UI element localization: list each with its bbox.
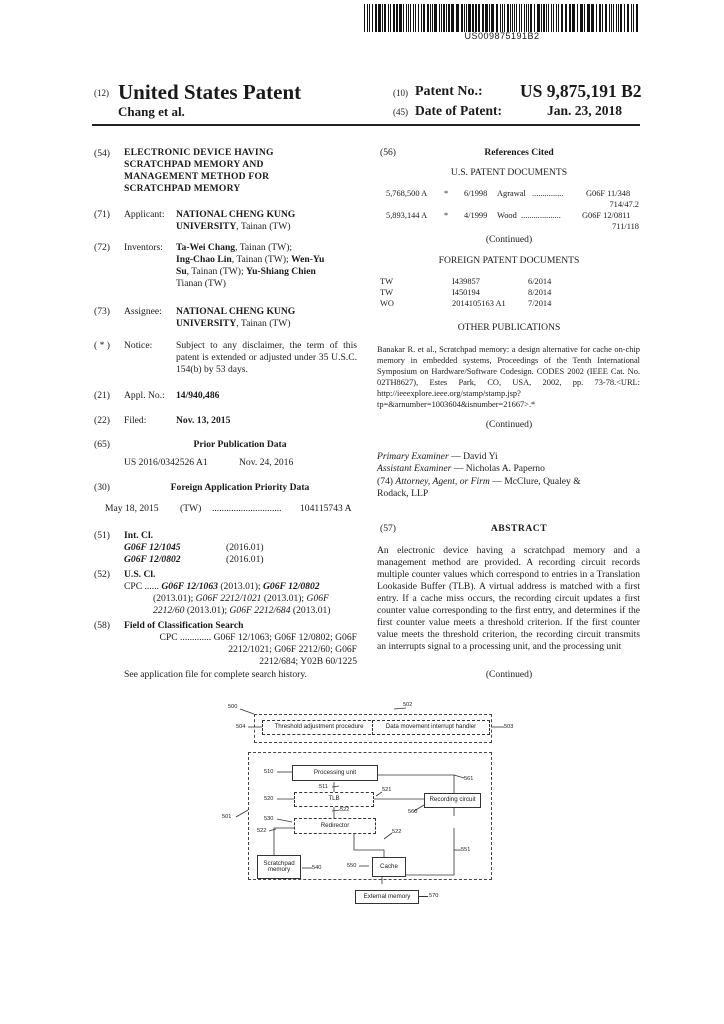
barcode-bar <box>485 4 488 32</box>
ref-name: Agrawal <box>497 189 526 198</box>
field-search-heading: Field of Classification Search <box>124 620 244 631</box>
foreign-number: I450194 <box>452 288 480 297</box>
patent-title <box>124 147 354 195</box>
barcode-bar <box>507 4 509 32</box>
barcode-bar <box>534 4 535 32</box>
other-pubs-text: Banakar R. et al., Scratchpad memory: a design alternative for cache on-chip memory in embedded systems, Proceedings of the Tenth International Symposium on Hardware/Software Codesign. CODES 2002 (IEEE Cat. No. 02TH8627), Estes Park, CO, USA, 2002, pp. 73-78.<URL: http://ieeexplore.ieee.org/stamp/stamp.jsp?tp=&arnumber=1003604&isnumber=21667>.* <box>377 345 640 409</box>
applicant-label: Applicant: <box>124 209 165 220</box>
ref-class: G06F 12/0811 <box>582 211 631 220</box>
data-movement-handler-box: Data movement interrupt handler <box>372 720 490 735</box>
barcode-bar <box>587 4 590 32</box>
barcode-bar <box>514 4 515 32</box>
ref-label: 511 <box>319 784 328 790</box>
barcode-bar <box>446 4 447 32</box>
barcode-bar <box>406 4 407 32</box>
barcode-bar <box>403 4 404 32</box>
cpc-version: (2013.01); <box>261 593 307 604</box>
field-search-note: See application file for complete search history. <box>124 669 307 680</box>
foreign-date: 8/2014 <box>528 288 552 297</box>
barcode-bar <box>461 4 463 32</box>
abstract-continued: (Continued) <box>485 669 533 680</box>
refs-code: (56) <box>380 147 396 158</box>
foreign-country: WO <box>380 299 394 308</box>
barcode-bar <box>410 4 411 32</box>
cpc-class: G06F 12/1063 <box>161 581 218 592</box>
appl-number: 14/940,486 <box>176 390 220 401</box>
barcode-bar <box>439 4 440 32</box>
barcode-bar <box>421 4 422 32</box>
filed-date: Nov. 13, 2015 <box>176 415 231 426</box>
ref-label: 551 <box>461 847 471 853</box>
date-of-patent-label: Date of Patent: <box>415 103 502 118</box>
barcode-bar <box>468 4 471 32</box>
barcode-bar <box>602 4 603 32</box>
title-code: (54) <box>94 148 110 159</box>
inventors <box>176 242 356 290</box>
notice-code: ( * ) <box>94 340 110 351</box>
attorney-label: Attorney, Agent, or Firm <box>395 476 490 487</box>
applicant-name-2: UNIVERSITY <box>176 221 237 232</box>
redirector-box: Redirector <box>294 818 376 834</box>
representative-figure <box>214 700 514 885</box>
cpc-class: G06F 2212/1021 <box>195 593 262 604</box>
barcode-bar <box>618 4 619 32</box>
abstract-code: (57) <box>380 523 396 534</box>
barcode-bar <box>580 4 583 32</box>
foreign-number: I439857 <box>452 277 480 286</box>
ref-date: 4/1999 <box>464 211 488 220</box>
code-45: (45) <box>393 107 408 117</box>
applicant-name-1: NATIONAL CHENG KUNG <box>176 209 296 220</box>
int-cl-class: G06F 12/0802 <box>124 554 181 565</box>
cpc-version: (2013.01); <box>217 581 263 592</box>
document-type: United States Patent <box>118 80 302 104</box>
foreign-priority-number: 104115743 A <box>300 503 352 514</box>
ref-label: 570 <box>429 893 439 899</box>
barcode-bar <box>565 4 567 32</box>
prior-pub-code: (65) <box>94 439 110 450</box>
ref-class: G06F 11/348 <box>586 189 631 198</box>
barcode-bar <box>636 4 638 32</box>
barcode-bar <box>546 4 547 32</box>
barcode-bar <box>613 4 614 32</box>
abstract-text: An electronic device having a scratchpad memory and a management method are provided. A recording circuit records multiple counter values which correspond to entries in a Translation Lookaside Buffer (TLB). A virtual address is matched with a first entry. If a cache miss occurs, the recording circuit updates a first counter value corresponding to the first entry, and determines if the first counter value meets a threshold criterion. If the first counter value meets the threshold criterion, the recording circuit transmits an interrupts signal to a processing unit, and the processing unit <box>377 545 640 652</box>
ref-label: 502 <box>403 702 413 708</box>
foreign-priority-dots: ............................. <box>212 503 282 514</box>
foreign-docs-heading: FOREIGN PATENT DOCUMENTS <box>438 255 580 266</box>
barcode-bars <box>364 4 640 32</box>
inventor-place: , Tainan (TW); <box>231 254 292 265</box>
applicant-code: (71) <box>94 209 110 220</box>
barcode-bar <box>396 4 398 32</box>
assignee-name-2: UNIVERSITY <box>176 318 237 329</box>
field-search-list <box>124 632 357 668</box>
cpc-class: G06F <box>306 593 329 604</box>
ref-label: 550 <box>347 863 357 869</box>
filed-code: (22) <box>94 415 110 426</box>
header-rule <box>92 124 640 126</box>
assistant-examiner-label: Assistant Examiner <box>377 463 452 474</box>
applicant-place: , Tainan (TW) <box>236 221 291 232</box>
ref-dots: ................... <box>521 211 561 220</box>
cpc-version: (2013.01); <box>153 593 196 604</box>
barcode-bar <box>541 4 542 32</box>
inventor-name: Yu-Shiang Chien <box>246 266 316 277</box>
barcode-bar <box>456 4 459 32</box>
inventor-place: , Tainan (TW); <box>186 266 247 277</box>
ref-label: 522 <box>257 828 267 834</box>
ref-label: 520 <box>264 796 274 802</box>
barcode-bar <box>384 4 386 32</box>
us-cl-heading: U.S. Cl. <box>124 569 156 580</box>
processing-unit-box: Processing unit <box>292 765 378 781</box>
int-cl-heading: Int. Cl. <box>124 530 154 541</box>
appl-code: (21) <box>94 390 110 401</box>
barcode-bar <box>427 4 429 32</box>
barcode-bar <box>448 4 450 32</box>
assignee-place: , Tainan (TW) <box>236 318 291 329</box>
kind-code-12: (12) <box>94 88 109 98</box>
title-line: SCRATCHPAD MEMORY AND <box>124 159 264 170</box>
cpc-class: G06F 12/0802 <box>262 581 320 592</box>
patent-number-label: Patent No.: <box>415 84 483 99</box>
barcode-bar <box>489 4 490 32</box>
barcode-bar <box>369 4 370 32</box>
ref-label: 500 <box>228 704 238 710</box>
barcode-bar <box>599 4 601 32</box>
ref-date: 6/1998 <box>464 189 488 198</box>
barcode-bar <box>528 4 529 32</box>
int-cl-version: (2016.01) <box>226 554 264 565</box>
appl-label: Appl. No.: <box>124 390 165 401</box>
barcode-bar <box>491 4 494 32</box>
barcode-bar <box>367 4 368 32</box>
other-pubs-continued: (Continued) <box>485 419 533 430</box>
barcode-bar <box>591 4 594 32</box>
barcode-bar <box>530 4 532 32</box>
barcode-bar <box>466 4 467 32</box>
barcode-bar <box>605 4 607 32</box>
foreign-country: TW <box>380 288 394 297</box>
int-cl-version: (2016.01) <box>226 542 264 553</box>
cpc-version: (2013.01); <box>184 605 230 616</box>
barcode-bar <box>500 4 501 32</box>
foreign-priority-heading: Foreign Application Priority Data <box>170 482 310 493</box>
barcode-bar <box>413 4 414 32</box>
inventors-code: (72) <box>94 242 110 253</box>
barcode-bar <box>556 4 557 32</box>
barcode-bar <box>432 4 433 32</box>
barcode-bar <box>548 4 549 32</box>
ref-number: 5,768,500 A <box>386 189 428 198</box>
barcode <box>364 4 640 41</box>
barcode-bar <box>478 4 480 32</box>
inventor-place: , Tainan (TW); <box>235 242 293 253</box>
patent-number: US 9,875,191 B2 <box>520 81 642 101</box>
foreign-priority-country: (TW) <box>180 503 202 514</box>
barcode-bar <box>434 4 437 32</box>
notice-text: Subject to any disclaimer, the term of this patent is extended or adjusted under 35 U.S.C. 154(b) by 53 days. <box>176 340 357 375</box>
primary-examiner-label: Primary Examiner <box>377 451 449 462</box>
barcode-bar <box>609 4 610 32</box>
inventor-place: Tianan (TW) <box>176 278 227 289</box>
field-search-line: 2212/1021; G06F 2212/60; G06F <box>228 644 357 655</box>
barcode-bar <box>502 4 503 32</box>
inventor-name: Ing-Chao Lin <box>176 254 232 265</box>
barcode-bar <box>558 4 559 32</box>
attorney-name: — McClure, Qualey & <box>489 476 581 487</box>
abstract-heading: ABSTRACT <box>490 523 548 534</box>
barcode-bar <box>543 4 545 32</box>
scratchpad-label: Scratchpad <box>263 859 295 867</box>
ref-label: 521 <box>382 787 392 793</box>
field-search-line: CPC ............. G06F 12/1063; G06F 12/0802; G06F <box>159 632 357 643</box>
ref-star: * <box>444 211 449 220</box>
external-memory-box: External memory <box>355 890 419 904</box>
cpc-version: (2013.01) <box>290 605 331 616</box>
attorney <box>377 476 581 488</box>
external-memory-leader <box>418 896 428 897</box>
ref-number: 5,893,144 A <box>386 211 428 220</box>
foreign-number: 2014105163 A1 <box>452 299 506 308</box>
cpc-class: 2212/60 <box>153 605 185 616</box>
us-cl-code: (52) <box>94 569 110 580</box>
barcode-bar <box>624 4 625 32</box>
primary-examiner <box>377 451 498 463</box>
date-of-patent: Jan. 23, 2018 <box>547 103 623 118</box>
barcode-bar <box>472 4 474 32</box>
barcode-bar <box>364 4 365 32</box>
field-search-line: 2212/684; Y02B 60/1225 <box>259 656 357 667</box>
barcode-bar <box>633 4 634 32</box>
assistant-examiner-name: — Nicholas A. Paperno <box>451 463 545 474</box>
inventor-name: Su <box>176 266 187 277</box>
ref-label: 522 <box>392 829 402 835</box>
barcode-bar <box>551 4 552 32</box>
barcode-bar <box>388 4 389 32</box>
scratchpad-memory-box <box>257 855 301 879</box>
inventors-label: Inventors: <box>124 242 163 253</box>
barcode-bar <box>510 4 511 32</box>
prior-pub-heading: Prior Publication Data <box>193 439 287 450</box>
inventor-name: Ta-Wei Chang <box>176 242 236 253</box>
ref-dots: ............... <box>532 189 564 198</box>
barcode-bar <box>408 4 409 32</box>
barcode-bar <box>524 4 525 32</box>
assistant-examiner <box>377 463 545 475</box>
barcode-bar <box>423 4 425 32</box>
barcode-bar <box>553 4 554 32</box>
cache-box: Cache <box>372 857 406 877</box>
barcode-bar <box>627 4 629 32</box>
threshold-adjustment-box: Threshold adjustment procedure <box>262 720 376 735</box>
barcode-bar <box>504 4 505 32</box>
ref-star: * <box>444 189 449 198</box>
barcode-bar <box>596 4 597 32</box>
ref-label: 501 <box>222 814 232 820</box>
code-10: (10) <box>393 88 408 98</box>
cpc-class: G06F 2212/684 <box>229 605 291 616</box>
us-patent-docs-heading: U.S. PATENT DOCUMENTS <box>450 167 568 178</box>
title-line: MANAGEMENT METHOD FOR <box>124 171 270 182</box>
barcode-bar <box>441 4 442 32</box>
barcode-bar <box>561 4 563 32</box>
attorney-line-2: Rodack, LLP <box>377 488 429 499</box>
barcode-bar <box>496 4 498 32</box>
int-cl-code: (51) <box>94 530 110 541</box>
barcode-bar <box>537 4 540 32</box>
title-line: SCRATCHPAD MEMORY <box>124 183 241 194</box>
barcode-bar <box>519 4 520 32</box>
ref-label: 540 <box>312 865 322 871</box>
filed-label: Filed: <box>124 415 147 426</box>
scratchpad-label: memory <box>267 866 291 873</box>
barcode-bar <box>375 4 377 32</box>
prior-pub-date: Nov. 24, 2016 <box>239 457 294 468</box>
barcode-bar <box>382 4 383 32</box>
barcode-bar <box>393 4 395 32</box>
refs-heading: References Cited <box>484 147 554 158</box>
ref-name: Wood <box>497 211 517 220</box>
ref-label: 561 <box>464 776 474 782</box>
barcode-bar <box>378 4 381 32</box>
refs-continued: (Continued) <box>485 234 533 245</box>
barcode-bar <box>516 4 517 32</box>
barcode-bar <box>372 4 373 32</box>
ref-label: 510 <box>264 769 274 775</box>
barcode-bar <box>569 4 571 32</box>
assignee-name-1: NATIONAL CHENG KUNG <box>176 306 296 317</box>
barcode-bar <box>415 4 416 32</box>
barcode-bar <box>521 4 522 32</box>
foreign-date: 6/2014 <box>528 277 552 286</box>
int-cl-class: G06F 12/1045 <box>124 542 181 553</box>
ref-label: 522 <box>340 807 350 813</box>
barcode-bar <box>572 4 575 32</box>
barcode-bar <box>451 4 454 32</box>
primary-examiner-name: — David Yi <box>448 451 498 462</box>
barcode-bar <box>390 4 391 32</box>
first-author: Chang et al. <box>118 104 185 119</box>
notice-label: Notice: <box>124 340 153 351</box>
attorney-code: (74) <box>377 476 396 487</box>
foreign-priority-code: (30) <box>94 482 110 493</box>
ref-label: 504 <box>236 724 246 730</box>
barcode-bar <box>611 4 612 32</box>
inventor-name: Wen-Yu <box>291 254 325 265</box>
field-search-code: (58) <box>94 620 110 631</box>
ref-label: 530 <box>264 816 274 822</box>
barcode-bar <box>616 4 617 32</box>
barcode-bar <box>482 4 484 32</box>
barcode-bar <box>620 4 622 32</box>
assignee <box>176 306 366 330</box>
barcode-bar <box>443 4 445 32</box>
assignee-label: Assignee: <box>124 306 162 317</box>
ref-subclass: 714/47.2 <box>609 200 639 209</box>
barcode-bar <box>631 4 632 32</box>
barcode-bar <box>577 4 578 32</box>
ref-label: 503 <box>504 724 514 730</box>
cpc-label: CPC ...... <box>124 581 159 592</box>
barcode-bar <box>418 4 419 32</box>
barcode-bar <box>475 4 477 32</box>
foreign-priority-date: May 18, 2015 <box>105 503 159 514</box>
barcode-bar <box>584 4 585 32</box>
title-line: ELECTRONIC DEVICE HAVING <box>124 147 274 158</box>
assignee-code: (73) <box>94 306 110 317</box>
other-pubs-heading: OTHER PUBLICATIONS <box>457 322 561 333</box>
foreign-country: TW <box>380 277 394 286</box>
barcode-bar <box>526 4 527 32</box>
ref-label: 560 <box>408 809 418 815</box>
ref-subclass: 711/118 <box>612 222 639 231</box>
barcode-number: US009875191B2 <box>464 31 540 41</box>
us-cl-cpc <box>124 581 364 617</box>
barcode-bar <box>464 4 465 32</box>
tlb-box: TLB <box>294 792 374 807</box>
prior-pub-number: US 2016/0342526 A1 <box>124 457 208 468</box>
applicant <box>176 209 366 233</box>
recording-circuit-box: Recording circuit <box>424 793 481 808</box>
barcode-bar <box>399 4 402 32</box>
foreign-date: 7/2014 <box>528 299 552 308</box>
barcode-bar <box>430 4 431 32</box>
barcode-bar <box>512 4 513 32</box>
